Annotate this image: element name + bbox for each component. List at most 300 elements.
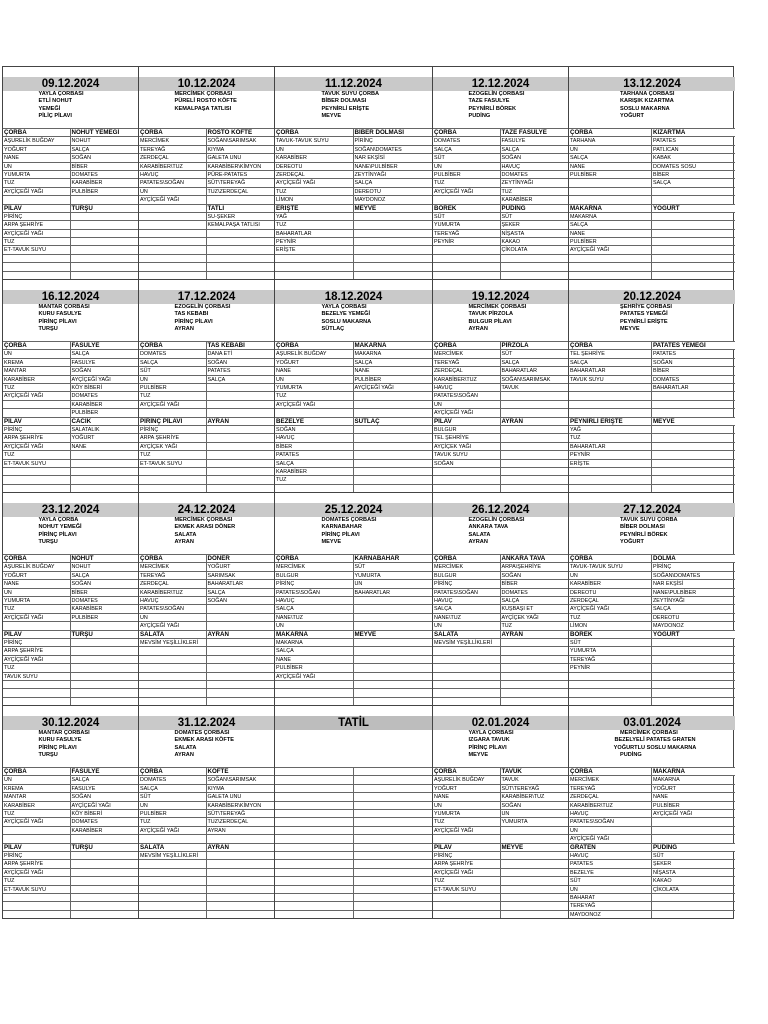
ingredient-cell: [501, 910, 569, 918]
ingredient-cell: DEREOTU: [354, 187, 433, 195]
ingredient-cell: [652, 195, 735, 203]
section-header-cell: ÇORBA: [569, 554, 652, 562]
ingredient-cell: [139, 885, 207, 893]
menu-dish: PUDİNG: [468, 112, 491, 119]
ingredient-cell: [207, 834, 275, 842]
ingredient-cell: [354, 433, 433, 441]
ingredient-cell: KARABİBER: [275, 467, 354, 475]
ingredient-cell: AYÇİÇEĞİ YAĞI: [3, 442, 71, 450]
ingredient-cell: BİBER: [501, 579, 569, 587]
ingredient-cell: KIYMA: [207, 784, 275, 792]
ingredient-cell: KARABİBER: [3, 801, 71, 809]
day-column: [3, 493, 139, 705]
ingredient-cell: SÜT\TEREYAĞ: [501, 784, 569, 792]
ingredient-cell: [139, 484, 207, 492]
ingredient-cell: [3, 195, 71, 203]
ingredient-cell: UN: [3, 775, 71, 783]
menu-dish: SALATA: [468, 531, 491, 538]
ingredient-cell: DEREOTU: [569, 588, 652, 596]
section-header-cell: ÇORBA: [433, 341, 501, 349]
ingredient-cell: PİRİNÇ: [3, 638, 71, 646]
ingredient-table: [433, 128, 568, 279]
ingredient-cell: PİRİNÇ: [652, 562, 735, 570]
ingredient-cell: [354, 596, 433, 604]
ingredient-cell: [354, 851, 433, 859]
ingredient-cell: [569, 271, 652, 279]
ingredient-cell: [569, 697, 652, 705]
ingredient-cell: [71, 893, 139, 901]
ingredient-cell: YOĞURT: [275, 358, 354, 366]
ingredient-cell: SOĞAN: [71, 366, 139, 374]
ingredient-cell: SALÇA: [275, 646, 354, 654]
ingredient-cell: [501, 459, 569, 467]
ingredient-cell: [207, 655, 275, 663]
ingredient-cell: TUZ: [275, 391, 354, 399]
ingredient-cell: [139, 408, 207, 416]
ingredient-cell: [207, 646, 275, 654]
ingredient-cell: GALETA UNU: [207, 792, 275, 800]
menu-dish: TAVUK PİRZOLA: [468, 311, 514, 318]
section-header-cell: MAKARNA: [652, 767, 735, 775]
ingredient-cell: PATATES: [652, 349, 735, 357]
day-date: 23.12.2024: [3, 503, 138, 517]
ingredient-table: [3, 128, 138, 279]
ingredient-cell: TEREYAĞ: [433, 358, 501, 366]
ingredient-cell: TUZ: [3, 876, 71, 884]
ingredient-cell: [207, 237, 275, 245]
ingredient-cell: KARABİBER: [71, 826, 139, 834]
ingredient-cell: [3, 910, 71, 918]
ingredient-cell: [433, 245, 501, 253]
ingredient-cell: KARABİBER\TUZ: [139, 162, 207, 170]
ingredient-cell: [207, 604, 275, 612]
week-block: [2, 66, 734, 279]
ingredient-cell: NANE: [433, 792, 501, 800]
ingredient-cell: LİMON: [569, 621, 652, 629]
ingredient-cell: [354, 901, 433, 909]
ingredient-cell: [275, 834, 354, 842]
section-header-cell: SÜTLAÇ: [354, 417, 433, 425]
ingredient-cell: AŞURELİK BUĞDAY: [275, 349, 354, 357]
ingredient-cell: [652, 910, 735, 918]
ingredient-cell: TUZ: [501, 621, 569, 629]
ingredient-cell: [3, 262, 71, 270]
ingredient-cell: BİBER: [652, 366, 735, 374]
ingredient-cell: [652, 271, 735, 279]
ingredient-cell: [207, 271, 275, 279]
ingredient-cell: [433, 680, 501, 688]
ingredient-cell: [354, 254, 433, 262]
ingredient-cell: [569, 672, 652, 680]
ingredient-cell: [71, 688, 139, 696]
ingredient-cell: [71, 885, 139, 893]
ingredient-cell: [71, 262, 139, 270]
ingredient-cell: AYÇİÇEĞİ YAĞI: [3, 655, 71, 663]
section-header-cell: [354, 767, 433, 775]
ingredient-cell: BULGUR: [433, 425, 501, 433]
ingredient-cell: [354, 220, 433, 228]
ingredient-cell: TEREYAĞ: [139, 145, 207, 153]
menu-dish: KURU FASULYE: [38, 311, 82, 318]
menu-dish: YOĞURT: [620, 538, 644, 545]
ingredient-cell: YUMURTA: [275, 383, 354, 391]
section-header-cell: [275, 767, 354, 775]
ingredient-cell: KARABİBER: [71, 178, 139, 186]
day-column: [433, 706, 569, 918]
ingredient-cell: TUZ: [275, 475, 354, 483]
ingredient-cell: PİRİNÇ: [433, 579, 501, 587]
day-menu-summary: [569, 730, 735, 767]
ingredient-cell: [501, 391, 569, 399]
ingredient-cell: TAVUK SUYU: [3, 672, 71, 680]
ingredient-cell: UN: [433, 400, 501, 408]
menu-dish: ETLİ NOHUT: [38, 98, 73, 105]
day-menu-summary: [3, 730, 138, 767]
ingredient-cell: PULBİBER: [569, 170, 652, 178]
menu-dish: KURU FASULYE: [38, 737, 82, 744]
ingredient-cell: TEREYAĞ: [433, 229, 501, 237]
ingredient-cell: [207, 450, 275, 458]
ingredient-cell: UN: [3, 349, 71, 357]
ingredient-cell: [207, 229, 275, 237]
ingredient-cell: BULGUR: [275, 571, 354, 579]
ingredient-cell: [433, 475, 501, 483]
section-header-cell: ÇORBA: [3, 128, 71, 136]
ingredient-cell: SÜT: [139, 366, 207, 374]
section-header-cell: CACIK: [71, 417, 139, 425]
ingredient-cell: [71, 672, 139, 680]
ingredient-cell: ZEYTİNYAĞI: [501, 178, 569, 186]
ingredient-cell: [433, 484, 501, 492]
menu-dish: KARIŞIK KIZARTMA: [620, 98, 674, 105]
ingredient-cell: [433, 663, 501, 671]
ingredient-cell: NİŞASTA: [652, 868, 735, 876]
section-header-cell: PİLAV: [433, 417, 501, 425]
ingredient-cell: [652, 187, 735, 195]
menu-dish: ŞEHRİYE ÇORBASI: [620, 304, 672, 311]
ingredient-cell: NANE: [71, 442, 139, 450]
ingredient-cell: [207, 400, 275, 408]
ingredient-cell: [501, 484, 569, 492]
ingredient-cell: PİRİNÇ: [354, 136, 433, 144]
ingredient-cell: [354, 784, 433, 792]
ingredient-cell: [501, 680, 569, 688]
menu-dish: YEMEĞİ: [38, 105, 61, 112]
ingredient-table: [569, 128, 735, 279]
ingredient-cell: YAĞ: [569, 425, 652, 433]
section-header-cell: DÖNER: [207, 554, 275, 562]
ingredient-cell: MAYDONOZ: [569, 910, 652, 918]
ingredient-cell: MAKARNA: [569, 212, 652, 220]
ingredient-cell: SALÇA: [354, 178, 433, 186]
ingredient-cell: [652, 834, 735, 842]
ingredient-cell: AYÇİÇEĞİ YAĞI: [433, 868, 501, 876]
ingredient-cell: AŞURELİK BUĞDAY: [433, 775, 501, 783]
ingredient-cell: NANE\PULBİBER: [652, 588, 735, 596]
ingredient-cell: AYÇİÇEĞİ YAĞI: [3, 817, 71, 825]
menu-dish: BİBER DOLMASI: [321, 98, 367, 105]
ingredient-cell: [71, 655, 139, 663]
ingredient-cell: PATATES: [652, 136, 735, 144]
ingredient-cell: ET-TAVUK SUYU: [3, 459, 71, 467]
ingredient-cell: [139, 893, 207, 901]
ingredient-cell: TUZ: [3, 809, 71, 817]
ingredient-cell: [3, 826, 71, 834]
section-header-cell: MEYVE: [354, 630, 433, 638]
ingredient-cell: [275, 775, 354, 783]
ingredient-cell: HAVUÇ: [569, 809, 652, 817]
ingredient-cell: ZEYTİNYAĞI: [354, 170, 433, 178]
day-date: 02.01.2024: [433, 716, 568, 730]
section-header-cell: ÇORBA: [569, 767, 652, 775]
ingredient-cell: PİRİNÇ: [3, 212, 71, 220]
ingredient-cell: PEYNİR: [569, 450, 652, 458]
ingredient-cell: PATATES\SOĞAN: [569, 817, 652, 825]
section-header-cell: FASULYE: [71, 767, 139, 775]
ingredient-cell: MERCİMEK: [275, 562, 354, 570]
ingredient-cell: [139, 688, 207, 696]
ingredient-cell: NİŞASTA: [501, 229, 569, 237]
ingredient-cell: SALÇA: [501, 596, 569, 604]
day-date: 25.12.2024: [275, 503, 432, 517]
ingredient-cell: [501, 851, 569, 859]
ingredient-cell: ŞEKER: [652, 859, 735, 867]
ingredient-cell: [354, 237, 433, 245]
ingredient-cell: [275, 826, 354, 834]
ingredient-cell: BİBER: [652, 170, 735, 178]
day-menu-summary: [433, 517, 568, 554]
ingredient-table: [275, 128, 432, 279]
ingredient-cell: [354, 262, 433, 270]
ingredient-cell: [71, 195, 139, 203]
menu-dish: TURŞU: [38, 751, 58, 758]
menu-dish: DOMATES ÇORBASI: [321, 517, 377, 524]
ingredient-cell: MAKARNA: [354, 349, 433, 357]
ingredient-cell: SOĞAN\SARIMSAK: [207, 136, 275, 144]
ingredient-cell: [71, 910, 139, 918]
ingredient-cell: [139, 646, 207, 654]
ingredient-cell: BULGUR: [433, 571, 501, 579]
menu-dish: PEYNİRLİ ERİŞTE: [620, 318, 668, 325]
ingredient-cell: TUZ: [433, 876, 501, 884]
ingredient-cell: [275, 784, 354, 792]
ingredient-cell: ET-TAVUK SUYU: [3, 885, 71, 893]
section-header-cell: PUDİNG: [501, 204, 569, 212]
ingredient-cell: ZEYTİNYAĞI: [652, 596, 735, 604]
ingredient-cell: [433, 195, 501, 203]
day-date: 03.01.2024: [569, 716, 735, 730]
ingredient-cell: [3, 484, 71, 492]
ingredient-cell: [569, 467, 652, 475]
ingredient-cell: TAVUK SUYU: [433, 450, 501, 458]
ingredient-cell: ARPA ŞEHRİYE: [3, 646, 71, 654]
menu-dish: KEMALPAŞA TATLISI: [174, 105, 232, 112]
ingredient-cell: KUŞBAŞI ET: [501, 604, 569, 612]
section-header-cell: DOLMA: [652, 554, 735, 562]
day-column: [139, 67, 275, 279]
ingredient-cell: [71, 212, 139, 220]
ingredient-cell: [207, 245, 275, 253]
ingredient-table: [275, 767, 432, 918]
ingredient-cell: PULBİBER: [71, 187, 139, 195]
menu-dish: PEYNİRLİ BÖREK: [468, 105, 517, 112]
ingredient-cell: NANE: [275, 655, 354, 663]
ingredient-cell: NANE\TUZ: [275, 613, 354, 621]
ingredient-cell: TUZ: [3, 604, 71, 612]
ingredient-cell: [433, 646, 501, 654]
section-header-cell: PEYNİRLİ ERİŞTE: [569, 417, 652, 425]
ingredient-cell: ZERDEÇAL: [139, 153, 207, 161]
ingredient-cell: PATATES\SOĞAN: [139, 604, 207, 612]
ingredient-cell: AYÇİÇEĞİ YAĞI: [275, 178, 354, 186]
menu-dish: MANTAR ÇORBASI: [38, 730, 90, 737]
ingredient-cell: KARABİBER\TUZ: [139, 588, 207, 596]
ingredient-table: [433, 554, 568, 705]
ingredient-cell: [3, 475, 71, 483]
ingredient-cell: PATATES: [207, 366, 275, 374]
ingredient-cell: [3, 834, 71, 842]
ingredient-cell: [354, 809, 433, 817]
ingredient-cell: [207, 442, 275, 450]
day-date: 10.12.2024: [139, 77, 274, 91]
section-header-cell: PİLAV: [433, 843, 501, 851]
ingredient-cell: PİRİNÇ: [3, 425, 71, 433]
ingredient-cell: [501, 672, 569, 680]
ingredient-cell: [139, 245, 207, 253]
ingredient-cell: ZERDEÇAL: [569, 596, 652, 604]
section-header-cell: ÇORBA: [3, 767, 71, 775]
ingredient-cell: [354, 680, 433, 688]
ingredient-cell: [3, 688, 71, 696]
menu-dish: MERCİMEK ÇORBASI: [468, 304, 527, 311]
section-header-cell: AYRAN: [207, 630, 275, 638]
ingredient-cell: NOHUT: [71, 136, 139, 144]
ingredient-cell: KIYMA: [207, 145, 275, 153]
day-menu-summary: [569, 91, 735, 128]
ingredient-cell: [207, 876, 275, 884]
ingredient-cell: [501, 885, 569, 893]
ingredient-cell: UN: [139, 613, 207, 621]
ingredient-cell: YAĞ: [275, 212, 354, 220]
ingredient-cell: [139, 834, 207, 842]
ingredient-cell: [275, 843, 354, 851]
ingredient-cell: [139, 254, 207, 262]
week-block: [2, 279, 734, 492]
ingredient-cell: KEMALPAŞA TATLISI: [207, 220, 275, 228]
ingredient-cell: SOĞAN: [71, 579, 139, 587]
ingredient-cell: [207, 851, 275, 859]
ingredient-cell: [275, 809, 354, 817]
ingredient-cell: DOMATES: [71, 596, 139, 604]
ingredient-cell: SALÇA: [71, 349, 139, 357]
ingredient-cell: [139, 204, 207, 212]
ingredient-cell: MERCİMEK: [569, 775, 652, 783]
menu-dish: BİBER DOLMASI: [620, 524, 665, 531]
ingredient-cell: YOĞURT: [207, 562, 275, 570]
ingredient-cell: KARABİBER\KİMYON: [207, 162, 275, 170]
ingredient-cell: [3, 697, 71, 705]
ingredient-cell: [569, 254, 652, 262]
ingredient-cell: YUMURTA: [3, 170, 71, 178]
day-menu-summary: [433, 304, 568, 341]
ingredient-cell: [275, 901, 354, 909]
ingredient-cell: BEZELYE: [569, 868, 652, 876]
menu-dish: MERCİMEK ÇORBASI: [620, 730, 678, 737]
ingredient-cell: AYÇİÇEĞİ YAĞI: [71, 375, 139, 383]
ingredient-cell: [501, 859, 569, 867]
section-header-cell: TURŞU: [71, 630, 139, 638]
ingredient-cell: [501, 868, 569, 876]
ingredient-cell: DOMATES: [501, 170, 569, 178]
ingredient-cell: HAVUÇ: [569, 851, 652, 859]
ingredient-cell: SALÇA: [139, 784, 207, 792]
section-header-cell: GRATEN: [569, 843, 652, 851]
ingredient-cell: [354, 834, 433, 842]
ingredient-cell: DOMATES SOSU: [652, 162, 735, 170]
ingredient-cell: [501, 400, 569, 408]
ingredient-cell: [354, 229, 433, 237]
ingredient-cell: TUZ: [569, 433, 652, 441]
ingredient-cell: [652, 400, 735, 408]
ingredient-cell: [501, 475, 569, 483]
ingredient-cell: HAVUÇ: [139, 596, 207, 604]
day-column: [139, 706, 275, 918]
ingredient-cell: [207, 425, 275, 433]
ingredient-cell: [354, 910, 433, 918]
ingredient-cell: NANE: [3, 579, 71, 587]
menu-dish: YOĞURTLU SOSLU MAKARNA: [613, 744, 697, 751]
section-header-cell: BİBER DOLMASI: [354, 128, 433, 136]
ingredient-cell: [71, 245, 139, 253]
ingredient-cell: SALÇA: [207, 588, 275, 596]
ingredient-cell: [652, 450, 735, 458]
ingredient-cell: [354, 475, 433, 483]
week-block: [2, 705, 734, 919]
ingredient-cell: PULBİBER: [652, 801, 735, 809]
menu-dish: TAVUK SUYU ÇORBA: [321, 91, 380, 97]
day-menu-summary: [139, 730, 274, 767]
ingredient-table: [569, 341, 735, 492]
ingredient-cell: [354, 843, 433, 851]
section-header-cell: AYRAN: [207, 843, 275, 851]
ingredient-cell: FASULYE: [71, 784, 139, 792]
ingredient-cell: [139, 910, 207, 918]
ingredient-cell: [275, 851, 354, 859]
menu-dish: YAYLA ÇORBASI: [468, 730, 514, 737]
ingredient-cell: [207, 459, 275, 467]
section-header-cell: ÇORBA: [139, 767, 207, 775]
menu-dish: ANKARA TAVA: [468, 524, 509, 531]
ingredient-cell: [139, 901, 207, 909]
ingredient-cell: [275, 859, 354, 867]
day-column: [139, 280, 275, 492]
ingredient-cell: UN: [275, 375, 354, 383]
ingredient-cell: TUZ: [139, 391, 207, 399]
ingredient-cell: [433, 254, 501, 262]
ingredient-cell: [652, 220, 735, 228]
ingredient-cell: BİBER: [275, 442, 354, 450]
ingredient-cell: [652, 254, 735, 262]
ingredient-cell: NANE\PULBİBER: [354, 162, 433, 170]
ingredient-cell: SARIMSAK: [207, 571, 275, 579]
ingredient-cell: [3, 901, 71, 909]
ingredient-cell: [652, 245, 735, 253]
ingredient-cell: [207, 885, 275, 893]
day-date: 11.12.2024: [275, 77, 432, 91]
ingredient-cell: KARABİBER: [71, 400, 139, 408]
menu-dish: MEYVE: [620, 325, 640, 332]
ingredient-cell: [139, 876, 207, 884]
